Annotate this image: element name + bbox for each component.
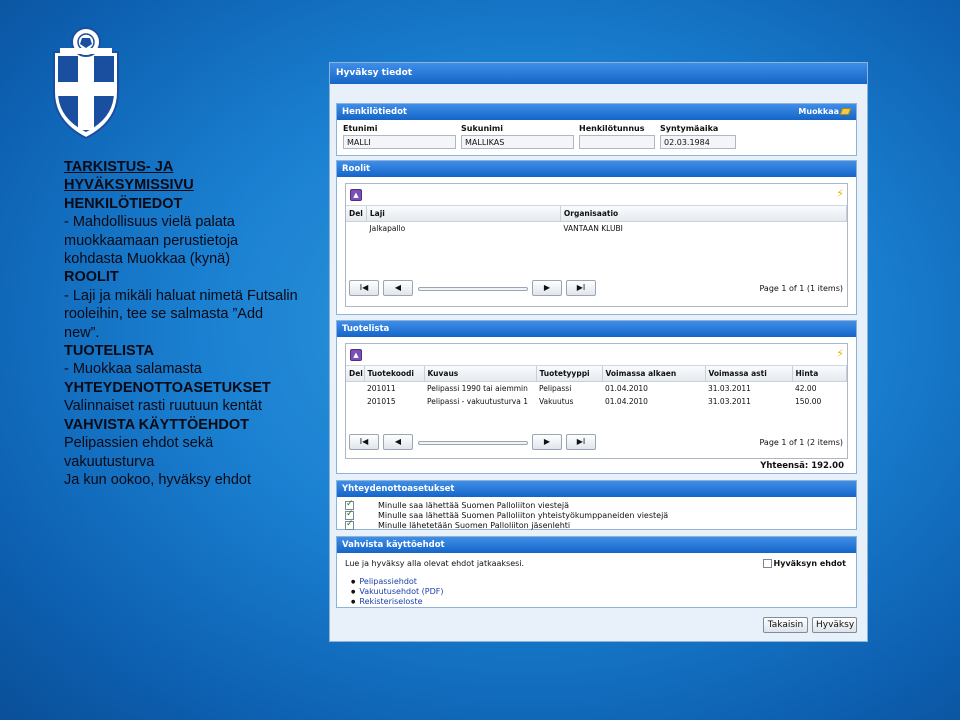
col-voimassa-asti[interactable]: Voimassa asti [705,366,792,382]
cell-kuvaus: Pelipassi - vakuutusturva 1 [427,397,528,406]
notes-yhteys-heading: YHTEYDENOTTOASETUKSET [64,379,271,396]
sukunimi-group [461,124,574,149]
cell-hinta: 150.00 [795,397,822,406]
option-label: Minulle lähetetään Suomen Palloliiton jäsenlehti [378,521,571,530]
last-page-button[interactable]: ▶I [566,434,596,450]
notes-roolit-heading: ROOLIT [64,269,119,286]
henkilotunnus-field[interactable] [579,135,655,149]
option-checkbox[interactable] [345,521,354,530]
accept-label: Hyväksyn ehdot [773,559,846,568]
etunimi-field[interactable]: MALLI [343,135,456,149]
cell-del [346,395,364,408]
vahvista-panel [336,536,857,608]
cell-tuotetyyppi: Vakuutus [539,397,574,406]
roolit-pager [346,276,847,302]
yhteys-header [337,481,856,497]
henkilotiedot-panel [336,103,857,156]
yhteys-checkboxes [337,497,856,535]
cell-laji: Jalkapallo [369,224,406,233]
roolit-title: Roolit [342,164,371,174]
notes-yhteys-text: Valinnaiset rasti ruutuun kentät [64,398,263,415]
prev-page-button[interactable]: ◀ [383,434,413,450]
syntymaaika-group [660,124,736,149]
person-fields [337,120,856,153]
total-sum: Yhteensä: 192.00 [760,461,844,471]
notes-henkilotiedot-heading: HENKILÖTIEDOT [64,195,183,212]
tuotelista-pager [346,430,847,456]
col-hinta[interactable]: Hinta [792,366,847,382]
vahvista-content [337,553,856,613]
sukunimi-field[interactable]: MALLIKAS [461,135,574,149]
terms-links [351,577,848,607]
col-tuotekoodi[interactable]: Tuotekoodi [364,366,424,382]
cell-voimassa-alkaen: 01.04.2010 [605,384,648,393]
etunimi-label: Etunimi [343,124,378,133]
roolit-header-row [346,206,847,222]
roolit-panel [336,160,857,315]
page-slider[interactable] [418,441,528,445]
muokkaa-button[interactable] [798,107,850,116]
option-label: Minulle saa lähettää Suomen Palloliiton yhteistyökumppaneiden viestejä [378,511,669,520]
henkilotiedot-title: Henkilötiedot [342,107,407,117]
window-body [330,84,867,641]
takaisin-button[interactable]: Takaisin [763,617,808,633]
cell-kuvaus: Pelipassi 1990 tai aiemmin [427,384,528,393]
window-title: Hyväksy tiedot [330,63,867,84]
page-slider[interactable] [418,287,528,291]
notes-final-text: Ja kun ookoo, hyväksy ehdot [64,471,252,488]
vahvista-title: Vahvista käyttöehdot [342,540,445,550]
roolit-table [346,206,847,235]
roolit-grid [345,183,848,307]
link-pelipassiehdot[interactable]: ● Pelipassiehdot [351,577,848,587]
sukunimi-label: Sukunimi [461,124,503,133]
tuotelista-toolbar [346,344,847,366]
notes-tuotelista-heading: TUOTELISTA [64,343,154,360]
tuotelista-panel [336,320,857,474]
last-page-button[interactable]: ▶I [566,280,596,296]
tuotelista-grid [345,343,848,459]
henkilotunnus-group [579,124,655,149]
cell-tuotekoodi: 201015 [367,397,396,406]
tuotelista-header-row [346,366,847,382]
page-info: Page 1 of 1 (2 items) [759,438,843,447]
cell-organisaatio: VANTAAN KLUBI [563,224,623,233]
link-vakuutusehdot[interactable]: ● Vakuutusehdot (PDF) [351,587,848,597]
col-del[interactable]: Del [346,206,366,222]
roolit-toolbar [346,184,847,206]
yhteys-option [345,521,848,530]
cell-hinta: 42.00 [795,384,817,393]
notes-roolit-text: - Laji ja mikäli haluat nimetä Futsalin rooleihin, tee se salmasta ”Add new”. [64,287,298,341]
link-rekisteriseloste[interactable]: ● Rekisteriseloste [351,597,848,607]
cell-tuotetyyppi: Pelipassi [539,384,572,393]
accept-terms[interactable] [763,559,846,568]
notes-vahvista-text: Pelipassien ehdot sekä vakuutusturva [64,435,214,470]
table-row[interactable] [346,382,847,396]
col-organisaatio[interactable]: Organisaatio [560,206,846,222]
vahvista-intro: Lue ja hyväksy alla olevat ehdot jatkaaksesi. [345,559,525,568]
collapse-icon[interactable]: ▲ [350,189,362,201]
etunimi-group [343,124,456,149]
table-row[interactable] [346,222,847,236]
page-info: Page 1 of 1 (1 items) [759,284,843,293]
hyvaksy-button[interactable]: Hyväksy [812,617,857,633]
next-page-button[interactable]: ▶ [532,434,562,450]
notes-title: TARKISTUS- JA HYVÄKSYMISSIVU [64,159,194,194]
notes-vahvista-heading: VAHVISTA KÄYTTÖEHDOT [64,416,250,433]
cell-voimassa-asti: 31.03.2011 [708,384,751,393]
yhteys-option [345,501,848,510]
tuotelista-header [337,321,856,337]
accept-checkbox[interactable] [763,559,772,568]
roolit-header [337,161,856,177]
vahvista-header [337,537,856,553]
col-laji[interactable]: Laji [366,206,560,222]
tuotelista-table [346,366,847,408]
notes-tuotelista-text: - Muokkaa salamasta [64,361,202,378]
edit-bolt-icon[interactable]: ⚡ [836,347,844,360]
yhteys-title: Yhteydenottoasetukset [342,484,455,494]
collapse-icon[interactable]: ▲ [350,349,362,361]
syntymaaika-field[interactable]: 02.03.1984 [660,135,736,149]
cell-voimassa-asti: 31.03.2011 [708,397,751,406]
cell-voimassa-alkaen: 01.04.2010 [605,397,648,406]
table-row[interactable] [346,395,847,408]
notes-henkilotiedot-text: - Mahdollisuus vielä palata muokkaamaan perustietoja kohdasta Muokkaa (kynä) [64,214,239,268]
yhteys-option [345,511,848,520]
henkilotunnus-label: Henkilötunnus [579,124,645,133]
add-new-bolt-icon[interactable]: ⚡ [836,187,844,200]
cell-del [346,222,366,236]
cell-del [346,382,364,396]
col-tuotetyyppi[interactable]: Tuotetyyppi [536,366,602,382]
suomen-palloliitto-logo [50,22,122,140]
prev-page-button[interactable]: ◀ [383,280,413,296]
yhteydenottoasetukset-panel [336,480,857,530]
col-kuvaus[interactable]: Kuvaus [424,366,536,382]
first-page-button[interactable]: I◀ [349,434,379,450]
option-label: Minulle saa lähettää Suomen Palloliiton viestejä [378,501,570,510]
first-page-button[interactable]: I◀ [349,280,379,296]
col-del[interactable]: Del [346,366,364,382]
col-voimassa-alkaen[interactable]: Voimassa alkaen [602,366,705,382]
tuotelista-title: Tuotelista [342,324,390,334]
hyvaksy-tiedot-window [329,62,868,642]
next-page-button[interactable]: ▶ [532,280,562,296]
instruction-notes [64,158,300,489]
henkilotiedot-header [337,104,856,120]
pencil-icon [840,108,852,115]
muokkaa-label: Muokkaa [798,107,839,116]
syntymaaika-label: Syntymäaika [660,124,719,133]
cell-tuotekoodi: 201011 [367,384,396,393]
